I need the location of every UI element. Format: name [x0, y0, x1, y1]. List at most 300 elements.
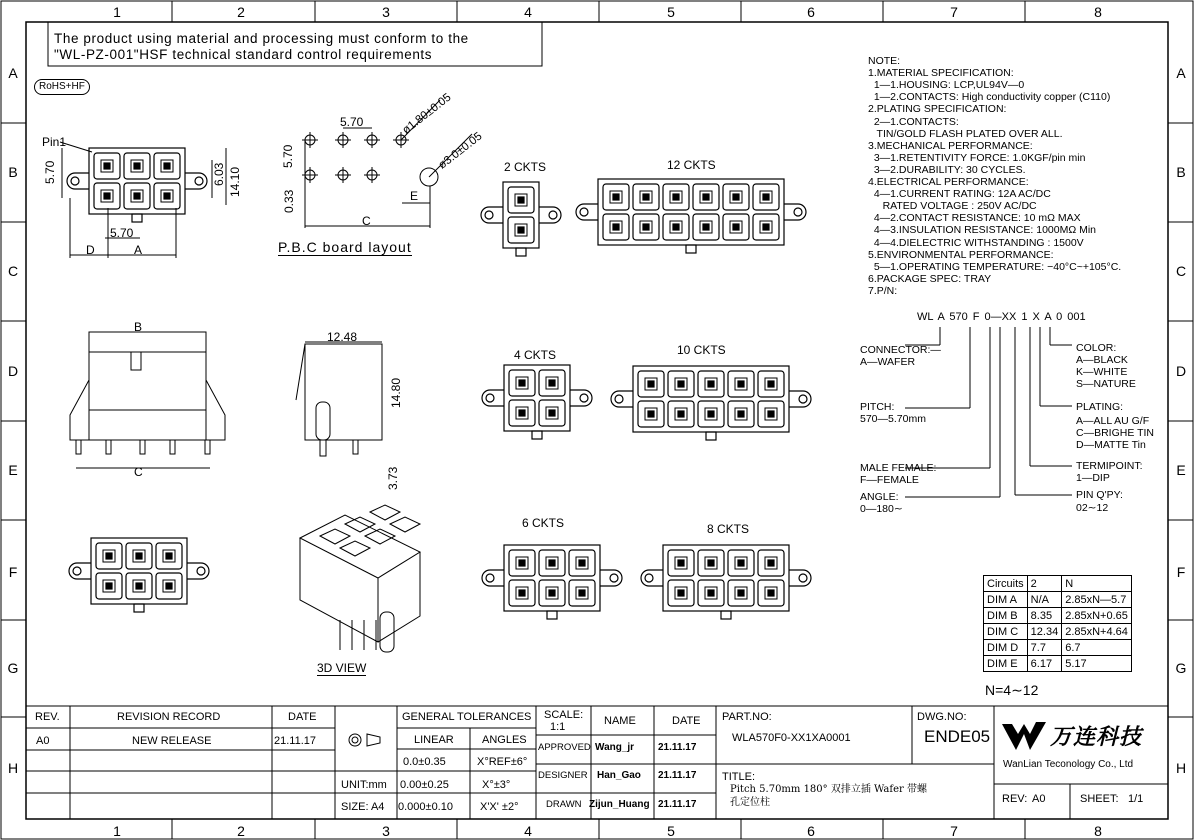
- mount-ear: [67, 173, 89, 189]
- contact-pin-center: [768, 411, 774, 417]
- side-view-2-latch: [296, 344, 305, 400]
- pcb-dim-C: C: [362, 214, 371, 228]
- pn-plating: PLATING:: [1076, 401, 1124, 413]
- contact-pin-center: [104, 163, 110, 169]
- zone-row-F-left: F: [8, 564, 18, 580]
- zone-col-1-bot: 1: [113, 823, 121, 839]
- side-view-pin: [106, 440, 111, 454]
- note-line: TIN/GOLD FLASH PLATED OVER ALL.: [868, 127, 1063, 140]
- pn-pin-qty-val: 02∼12: [1076, 502, 1109, 514]
- ckts-4-connector-body: [504, 365, 570, 431]
- zone-row-F-right: F: [1176, 564, 1186, 580]
- zone-row-A-left: A: [8, 65, 18, 81]
- tb-drawn-name: Zijun_Huang: [589, 799, 650, 810]
- contact-pin-center: [738, 590, 744, 596]
- mount-hole: [197, 567, 205, 575]
- bottom-view-connector-body: [91, 538, 187, 604]
- iso-cavity: [345, 517, 375, 532]
- dim-table-row: [984, 608, 1132, 624]
- zone-col-4-bot: 4: [524, 823, 532, 839]
- dim-table-cell: DIM B: [984, 608, 1028, 624]
- polarization-key: [706, 432, 716, 440]
- contact-pin-center: [166, 553, 172, 559]
- tb-sheet-val: 1/1: [1128, 793, 1144, 805]
- dim-A-label: A: [134, 243, 143, 257]
- mount-hole: [799, 395, 807, 403]
- zone-col-7-top: 7: [950, 4, 958, 20]
- note-line: NOTE:: [868, 55, 901, 67]
- note-line: 3—2.DURABILITY: 30 CYCLES.: [868, 163, 1026, 176]
- tb-ang3: X'X' ±2°: [480, 801, 519, 813]
- tb-scale: 1:1: [550, 721, 566, 733]
- zone-col-2-bot: 2: [237, 823, 245, 839]
- dim-table-cell: 2: [1027, 576, 1062, 592]
- tb-lin2: 0.00±0.25: [400, 779, 449, 791]
- ckts-6-connector-body: [504, 545, 600, 611]
- front-view-connector-body: [89, 148, 185, 214]
- pn-angle: ANGLE:: [860, 491, 899, 503]
- contact-pin-center: [549, 380, 555, 386]
- tb-ang1: X°REF±6°: [477, 756, 528, 768]
- side-view-post: [70, 380, 89, 440]
- iso-cavity: [365, 529, 395, 544]
- contact-pin-center: [703, 194, 709, 200]
- side-view-pin: [170, 440, 175, 454]
- ckts-4-connector: [482, 365, 592, 439]
- contact-pin-center: [643, 224, 649, 230]
- note-line: 1.MATERIAL SPECIFICATION:: [868, 67, 1014, 80]
- zone-row-C-right: C: [1175, 263, 1187, 279]
- tb-title-line1: Pitch 5.70mm 180° 双排立插 Wafer 带螺: [730, 784, 927, 795]
- contact-pin-center: [648, 411, 654, 417]
- dimension-table: [983, 575, 1132, 672]
- zone-row-E-right: E: [1176, 462, 1186, 478]
- contact-pin-center: [768, 590, 774, 596]
- dim-table-row: [984, 592, 1132, 608]
- mount-ear: [789, 570, 811, 586]
- contact-pin-center: [134, 163, 140, 169]
- ckts-10-label: 10 CKTS: [677, 343, 726, 357]
- zone-col-5-top: 5: [667, 4, 675, 20]
- iso-cavity: [340, 541, 370, 556]
- ckts-12-connector: [576, 179, 806, 253]
- mount-ear: [185, 173, 207, 189]
- mount-ear: [482, 570, 504, 586]
- polarization-key: [132, 214, 142, 222]
- contact-pin-center: [106, 553, 112, 559]
- tb-drawn-date: 21.11.17: [658, 799, 697, 810]
- zone-row-A-right: A: [1176, 65, 1186, 81]
- projection-symbol-icon: [352, 737, 358, 743]
- zone-col-8-bot: 8: [1094, 823, 1102, 839]
- zone-col-5-bot: 5: [667, 823, 675, 839]
- dim-table-cell: N: [1062, 576, 1132, 592]
- mount-hole: [615, 395, 623, 403]
- ckts-8-connector: [641, 545, 811, 619]
- tb-title-line2: 孔定位柱: [730, 797, 770, 808]
- note-line: 3—1.RETENTIVITY FORCE: 1.0KGF/pin min: [868, 151, 1086, 164]
- iso-left: [300, 538, 378, 642]
- conform-note-line1: The product using material and processing must conform to the: [54, 31, 469, 46]
- tb-lin3: 0.000±0.10: [398, 801, 453, 813]
- zone-col-1-top: 1: [113, 4, 121, 20]
- contact-pin-center: [643, 194, 649, 200]
- tb-linear-header: LINEAR: [414, 734, 454, 746]
- iso-cavity: [320, 529, 350, 544]
- note-line: 5—1.OPERATING TEMPERATURE: −40°C~+105°C.: [868, 260, 1122, 273]
- contact-pin-center: [733, 224, 739, 230]
- note-line: 1—1.HOUSING: LCP,UL94V—0: [868, 79, 1025, 92]
- note-line: 2.PLATING SPECIFICATION:: [868, 103, 1007, 116]
- side-view-2-body: [305, 344, 382, 440]
- dim-table-row: [984, 640, 1132, 656]
- note-line: 4—2.CONTACT RESISTANCE: 10 mΩ MAX: [868, 212, 1081, 225]
- ckts-8-connector-body: [663, 545, 789, 611]
- contact-pin-center: [708, 590, 714, 596]
- pn-male-female: MALE FEMALE:: [860, 462, 937, 474]
- side-view-2-pin: [320, 440, 326, 456]
- zone-col-3-top: 3: [382, 4, 390, 20]
- side-view-2-peg: [316, 402, 330, 440]
- conform-note-line2: "WL-PZ-001"HSF technical standard control requirements: [54, 47, 433, 62]
- tb-unit: UNIT:mm: [341, 779, 387, 791]
- side-view-pin: [76, 440, 81, 454]
- ckts-4-label: 4 CKTS: [514, 348, 557, 362]
- pcb-layout-title: P.B.C board layout: [278, 239, 412, 255]
- ckts-2-connector: [481, 182, 561, 256]
- pcb-dim-570-top: 5.70: [340, 115, 364, 129]
- dim-table-cell: 2.85xN+0.65: [1062, 608, 1132, 624]
- note-line: 4—1.CURRENT RATING: 12A AC/DC: [868, 188, 1051, 201]
- contact-pin-center: [579, 590, 585, 596]
- pcb-dim-570-side: 5.70: [281, 144, 295, 168]
- zone-col-3-bot: 3: [382, 823, 390, 839]
- pcb-dim-E: E: [410, 189, 419, 203]
- contact-pin-center: [708, 411, 714, 417]
- dim-table-cell: 8.35: [1027, 608, 1062, 624]
- contact-pin-center: [678, 381, 684, 387]
- tb-sheet-label: SHEET:: [1080, 793, 1119, 805]
- note-line: 5.ENVIRONMENTAL PERFORMANCE:: [868, 248, 1054, 261]
- dim-table-cell: 2.85xN+4.64: [1062, 624, 1132, 640]
- ckts-10-connector-body: [633, 366, 789, 432]
- zone-col-7-bot: 7: [950, 823, 958, 839]
- mount-ear: [600, 570, 622, 586]
- side-view-pin: [140, 440, 145, 454]
- tb-drawn: DRAWN: [546, 799, 582, 810]
- contact-pin-center: [549, 410, 555, 416]
- mount-ear: [576, 204, 598, 220]
- note-line: 7.P/N:: [868, 284, 898, 297]
- pn-color-a: A—BLACK: [1076, 354, 1128, 366]
- pn-plating-c: C—BRIGHE TIN: [1076, 427, 1154, 439]
- zone-row-H-left: H: [7, 760, 19, 776]
- contact-pin-center: [738, 411, 744, 417]
- zone-col-8-top: 8: [1094, 4, 1102, 20]
- contact-pin-center: [738, 381, 744, 387]
- mount-hole: [486, 394, 494, 402]
- contact-pin-center: [678, 560, 684, 566]
- contact-pin-center: [164, 193, 170, 199]
- pcb-dim-033: 0.33: [282, 189, 296, 213]
- contact-pin-center: [549, 560, 555, 566]
- pn-plating-a: A—ALL AU G/F: [1076, 415, 1150, 427]
- dim-C-label: C: [134, 465, 143, 479]
- note-line: 2—1.CONTACTS:: [868, 115, 959, 128]
- note-line: 1—2.CONTACTS: High conductivity copper (C110): [868, 91, 1111, 104]
- tb-lin1: 0.0±0.35: [403, 756, 446, 768]
- pn-color-k: K—WHITE: [1076, 366, 1128, 378]
- tb-rev-val: A0: [1032, 793, 1046, 805]
- tb-date-header: DATE: [288, 711, 317, 723]
- dim-373: 3.73: [386, 466, 400, 490]
- mount-ear: [611, 391, 633, 407]
- dim-table-cell: 2.85xN—5.7: [1062, 592, 1132, 608]
- ckts-8-label: 8 CKTS: [707, 522, 750, 536]
- dim-table-cell: DIM A: [984, 592, 1028, 608]
- contact-pin-center: [166, 583, 172, 589]
- tb-approved-name: Wang_jr: [595, 742, 635, 753]
- mount-hole: [645, 574, 653, 582]
- zone-col-6-top: 6: [807, 4, 815, 20]
- mount-hole: [486, 574, 494, 582]
- dim-table-cell: N/A: [1027, 592, 1062, 608]
- pn-termipoint-val: 1—DIP: [1076, 472, 1110, 484]
- dim-1480: 14.80: [389, 377, 403, 408]
- mount-ear: [187, 563, 209, 579]
- mount-ear: [539, 207, 561, 223]
- dim-table-row: [984, 656, 1132, 672]
- dim-570-vertical: 5.70: [43, 160, 57, 184]
- zone-row-B-left: B: [8, 164, 18, 180]
- note-line: 4.ELECTRICAL PERFORMANCE:: [868, 176, 1029, 188]
- pn-connector: CONNECTOR:—: [860, 344, 941, 356]
- pn-angle-val: 0—180∼: [860, 503, 903, 515]
- tb-designer-name: Han_Gao: [597, 770, 641, 781]
- ckts-6-connector: [482, 545, 622, 619]
- contact-pin-center: [134, 193, 140, 199]
- zone-col-6-bot: 6: [807, 823, 815, 839]
- note-line: 3.MECHANICAL PERFORMANCE:: [868, 139, 1033, 152]
- dim-1248: 12.48: [327, 330, 358, 344]
- dim-table-cell: 12.34: [1027, 624, 1062, 640]
- iso-cavity: [370, 505, 400, 520]
- mount-hole: [610, 574, 618, 582]
- side-view-latch: [131, 352, 141, 370]
- tb-partno-header: PART.NO:: [722, 711, 772, 723]
- dim-table-footer: N=4∼12: [985, 682, 1039, 698]
- tb-record: NEW RELEASE: [132, 735, 212, 747]
- zone-row-D-right: D: [1175, 363, 1187, 379]
- pn-male-female-val: F—FEMALE: [860, 474, 919, 486]
- dim-table-cell: 6.7: [1062, 640, 1132, 656]
- dim-table-row: [984, 624, 1132, 640]
- dim-1410: 14.10: [228, 166, 242, 197]
- mount-ear: [641, 570, 663, 586]
- dim-table-cell: DIM C: [984, 624, 1028, 640]
- tb-approved: APPROVED: [538, 742, 591, 753]
- contact-pin-center: [648, 381, 654, 387]
- contact-pin-center: [768, 381, 774, 387]
- tb-dwgno-header: DWG.NO:: [917, 711, 967, 723]
- mount-ear: [570, 390, 592, 406]
- dim-table-cell: DIM D: [984, 640, 1028, 656]
- side-view-body: [89, 332, 206, 410]
- tb-rev-label: REV:: [1002, 793, 1028, 805]
- contact-pin-center: [579, 560, 585, 566]
- projection-symbol-icon: [349, 734, 361, 746]
- note-line: 4—3.INSULATION RESISTANCE: 1000MΩ Min: [868, 224, 1097, 237]
- mount-ear: [69, 563, 91, 579]
- ckts-10-connector: [611, 366, 811, 440]
- mount-ear: [481, 207, 503, 223]
- tb-ang2: X°±3°: [482, 779, 511, 791]
- polarization-key: [134, 604, 144, 612]
- note-line: 6.PACKAGE SPEC: TRAY: [868, 272, 992, 285]
- iso-cavity: [390, 517, 420, 532]
- dim-table-cell: 5.17: [1062, 656, 1132, 672]
- note-line: RATED VOLTAGE : 250V AC/DC: [868, 200, 1037, 213]
- contact-pin-center: [518, 197, 524, 203]
- contact-pin-center: [519, 380, 525, 386]
- tb-date: 21.11.17: [274, 735, 317, 747]
- tb-scale-header: SCALE:: [544, 709, 584, 721]
- mount-hole: [195, 177, 203, 185]
- contact-pin-center: [673, 194, 679, 200]
- zone-row-G-left: G: [7, 660, 19, 676]
- iso-peg: [380, 612, 394, 652]
- polarization-key: [547, 611, 557, 619]
- contact-pin-center: [549, 590, 555, 596]
- mount-ear: [784, 204, 806, 220]
- pn-pin-qty: PIN Q'PY:: [1076, 489, 1123, 501]
- ckts-12-label: 12 CKTS: [667, 158, 716, 172]
- zone-row-E-left: E: [8, 462, 18, 478]
- contact-pin-center: [519, 590, 525, 596]
- contact-pin-center: [136, 553, 142, 559]
- mount-hole: [794, 208, 802, 216]
- tb-partno: WLA570F0-XX1XA0001: [732, 732, 851, 744]
- part-number-code: WL A 570 F 0—XX 1 X A 0 001: [917, 311, 1086, 323]
- rohs-badge: RoHS+HF: [34, 79, 90, 95]
- tb-rev: A0: [36, 735, 50, 747]
- tb-approved-date: 21.11.17: [658, 742, 697, 753]
- pn-pitch: PITCH:: [860, 401, 895, 413]
- tb-date2-header: DATE: [672, 715, 701, 727]
- contact-pin-center: [733, 194, 739, 200]
- polarization-key: [721, 611, 731, 619]
- tb-rev-header: REV.: [35, 711, 60, 723]
- mount-ear: [482, 390, 504, 406]
- tb-designer: DESIGNER: [538, 770, 588, 781]
- mount-hole: [485, 211, 493, 219]
- contact-pin-center: [613, 194, 619, 200]
- pn-pitch-val: 570—5.70mm: [860, 413, 926, 425]
- contact-pin-center: [136, 583, 142, 589]
- dim-table-cell: 6.17: [1027, 656, 1062, 672]
- contact-pin-center: [763, 194, 769, 200]
- front-view-connector: [67, 148, 207, 222]
- zone-row-B-right: B: [1176, 164, 1186, 180]
- note-line: 4—4.DIELECTRIC WITHSTANDING : 1500V: [868, 236, 1084, 249]
- contact-pin-center: [708, 560, 714, 566]
- pn-color-s: S—NATURE: [1076, 378, 1136, 390]
- company-logo-text: 万连科技: [1050, 724, 1143, 749]
- company-logo-icon: [1000, 720, 1048, 754]
- polarization-key: [686, 245, 696, 253]
- pn-plating-d: D—MATTE Tin: [1076, 439, 1146, 451]
- tb-record-header: REVISION RECORD: [117, 711, 221, 723]
- contact-pin-center: [518, 227, 524, 233]
- contact-pin-center: [708, 381, 714, 387]
- contact-pin-center: [768, 560, 774, 566]
- mount-hole: [73, 567, 81, 575]
- mount-hole: [549, 211, 557, 219]
- dim-table-cell: Circuits: [984, 576, 1028, 592]
- pn-connector-val: A—WAFER: [860, 356, 916, 368]
- ckts-12-connector-body: [598, 179, 784, 245]
- dim-table-cell: 7.7: [1027, 640, 1062, 656]
- zone-row-D-left: D: [7, 363, 19, 379]
- zone-row-H-right: H: [1175, 760, 1187, 776]
- contact-pin-center: [673, 224, 679, 230]
- pcb-hole2-dim: ø3.0±0.05: [436, 130, 485, 172]
- tb-angles-header: ANGLES: [482, 734, 527, 746]
- projection-symbol-icon: [367, 734, 380, 746]
- contact-pin-center: [763, 224, 769, 230]
- view-3d-label: 3D VIEW: [317, 661, 367, 675]
- ckts-6-label: 6 CKTS: [522, 516, 565, 530]
- tb-size: SIZE: A4: [341, 801, 385, 813]
- tb-name-header: NAME: [604, 715, 636, 727]
- side-view-pin: [205, 440, 210, 454]
- polarization-key: [532, 431, 542, 439]
- tb-dwgno: ENDE05: [924, 727, 991, 746]
- iso-top: [300, 515, 420, 578]
- tb-company: WanLian Teconology Co., Ltd: [1003, 759, 1134, 770]
- contact-pin-center: [703, 224, 709, 230]
- contact-pin-center: [738, 560, 744, 566]
- contact-pin-center: [678, 411, 684, 417]
- contact-pin-center: [519, 410, 525, 416]
- mount-hole: [799, 574, 807, 582]
- tb-tol-header: GENERAL TOLERANCES: [402, 711, 532, 723]
- tb-designer-date: 21.11.17: [658, 770, 697, 781]
- contact-pin-center: [678, 590, 684, 596]
- contact-pin-center: [519, 560, 525, 566]
- zone-row-C-left: C: [7, 263, 19, 279]
- zone-col-2-top: 2: [237, 4, 245, 20]
- zone-row-G-right: G: [1175, 660, 1187, 676]
- side-view-post: [206, 380, 225, 440]
- pin1-label: Pin1: [42, 135, 67, 149]
- mount-ear: [789, 391, 811, 407]
- dim-D-label: D: [86, 243, 95, 257]
- dim-table-header-row: [984, 576, 1132, 592]
- zone-col-4-top: 4: [524, 4, 532, 20]
- dim-table-cell: DIM E: [984, 656, 1028, 672]
- mount-hole: [580, 208, 588, 216]
- pn-termipoint: TERMIPOINT:: [1076, 460, 1143, 472]
- dim-603: 6.03: [212, 162, 226, 186]
- ckts-2-label: 2 CKTS: [504, 160, 547, 174]
- dim-570-horizontal: 5.70: [110, 226, 134, 240]
- pcb-hole1-dim: ø1.80±0.05: [400, 91, 454, 137]
- contact-pin-center: [106, 583, 112, 589]
- pn-color: COLOR:: [1076, 342, 1117, 354]
- bottom-view-connector: [69, 538, 209, 612]
- contact-pin-center: [613, 224, 619, 230]
